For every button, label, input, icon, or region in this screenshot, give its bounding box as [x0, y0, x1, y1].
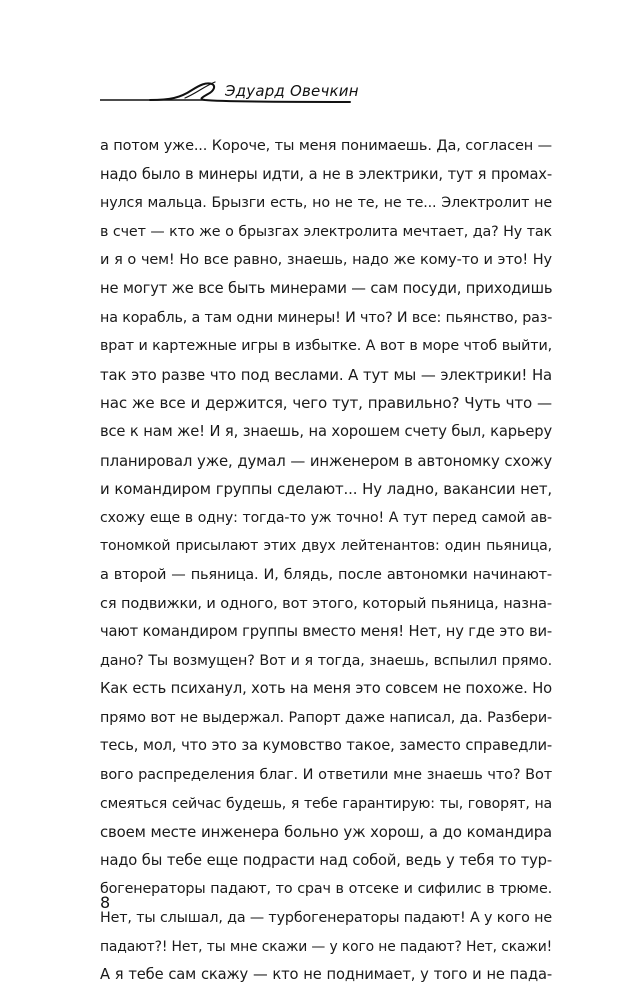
- text-line: не могут же все быть минерами — сам посуди, приходишь: [100, 279, 553, 297]
- text-line: и я о чем! Но все равно, знаешь, надо же кому-то и это! Ну: [100, 252, 552, 269]
- page-number: 8: [100, 893, 111, 912]
- text-line: Как есть психанул, хоть на меня это совсем не похоже. Но: [100, 680, 552, 698]
- text-line: ся подвижки, и одного, вот этого, который пьяница, назна-: [100, 595, 552, 612]
- text-line: на корабль, а там одни минеры! И что? И все: пьянство, раз-: [100, 309, 553, 326]
- text-line: в счет — кто же о брызгах электролита мечтает, да? Ну так: [100, 223, 552, 240]
- running-head-author: Эдуард Овечкин: [225, 82, 359, 100]
- text-line: тономкой присылают этих двух лейтенантов: один пьяница,: [100, 538, 552, 555]
- text-line: надо было в минеры идти, а не в электрики, тут я промах-: [100, 165, 552, 183]
- body-paragraph: [100, 132, 552, 990]
- text-line: А я тебе сам скажу — кто не поднимает, у того и не пада-: [100, 966, 552, 984]
- text-line: вого распределения благ. И ответили мне знаешь что? Вот: [100, 767, 552, 784]
- text-line: так это разве что под веслами. А тут мы — электрики! На: [100, 365, 552, 384]
- text-line: дано? Ты возмущен? Вот и я тогда, знаешь, вспылил прямо.: [100, 652, 552, 669]
- text-line: тесь, мол, что это за кумовство такое, заместо справедли-: [100, 737, 552, 755]
- text-line: своем месте инженера больно уж хорош, а до командира: [100, 823, 552, 842]
- text-line: все к нам же! И я, знаешь, на хорошем счету был, карьеру: [100, 422, 552, 440]
- text-line: чают командиром группы вместо меня! Нет, ну где это ви-: [100, 623, 552, 641]
- text-line: а потом уже... Короче, ты меня понимаешь. Да, согласен —: [100, 138, 552, 154]
- text-line: схожу еще в одну: тогда-то уж точно! А тут перед самой ав-: [100, 509, 552, 526]
- running-header: [0, 60, 619, 120]
- text-line: Нет, ты слышал, да — турбогенераторы падают! А у кого не: [100, 910, 552, 927]
- text-line: надо бы тебе еще подрасти над собой, ведь у тебя то тур-: [100, 851, 552, 869]
- text-line: а второй — пьяница. И, блядь, после автономки начинают-: [100, 566, 552, 583]
- text-line: нас же все и держится, чего тут, правильно? Чуть что —: [100, 394, 552, 413]
- text-line: богенераторы падают, то срач в отсеке и сифилис в трюме.: [100, 881, 552, 898]
- text-line: врат и картежные игры в избытке. А вот в море чтоб выйти,: [100, 338, 552, 355]
- text-line: падают?! Нет, ты мне скажи — у кого не падают? Нет, скажи!: [100, 938, 552, 955]
- text-line: и командиром группы сделают... Ну ладно, вакансии нет,: [100, 480, 552, 499]
- text-line: прямо вот не выдержал. Рапорт даже написал, да. Разбери-: [100, 709, 552, 726]
- text-line: планировал уже, думал — инженером в автономку схожу: [100, 451, 552, 470]
- text-line: смеяться сейчас будешь, я тебе гарантирую: ты, говорят, на: [100, 795, 552, 812]
- text-line: нулся мальца. Брызги есть, но не те, не те... Электролит не: [100, 195, 552, 212]
